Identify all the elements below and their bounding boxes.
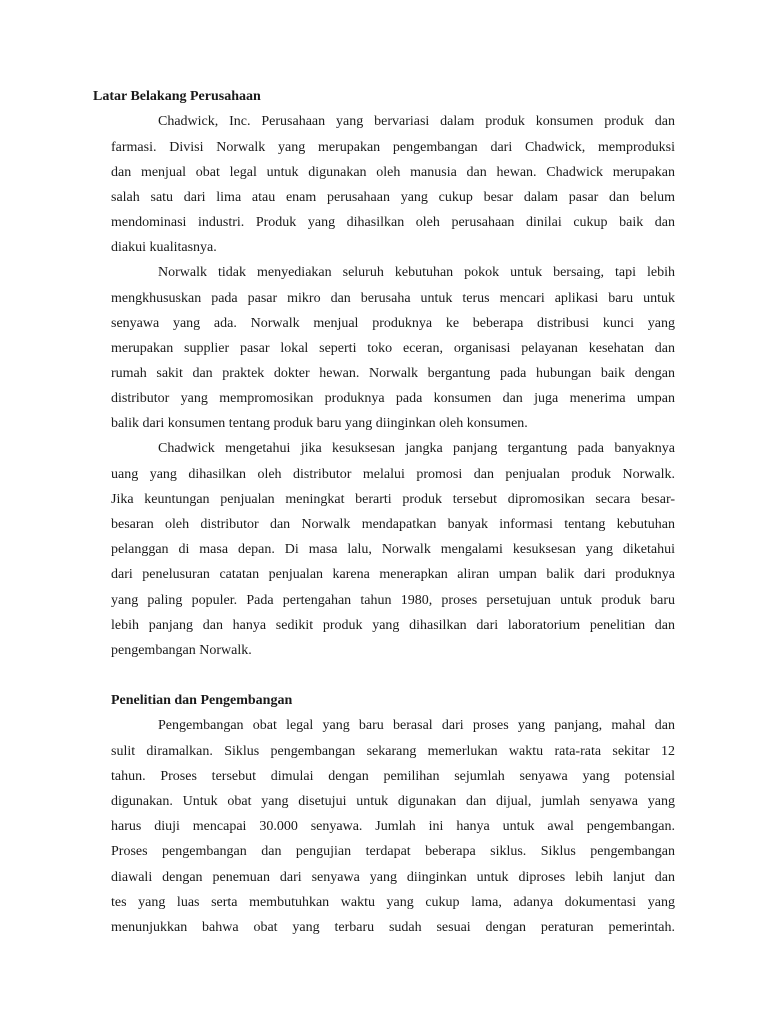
text-line: uang yang dihasilkan oleh distributor melalui promosi dan penjualan produk Norwalk. [111, 467, 675, 482]
text-line: pengembangan Norwalk. [111, 643, 252, 658]
text-line: digunakan. Untuk obat yang disetujui untuk digunakan dan dijual, jumlah senyawa yang [111, 794, 675, 809]
text-line: distributor yang mempromosikan produknya pada konsumen dan juga menerima umpan [111, 391, 675, 406]
text-line: Norwalk tidak menyediakan seluruh kebutuhan pokok untuk bersaing, tapi lebih [158, 265, 675, 280]
text-line: mengkhususkan pada pasar mikro dan berusaha untuk terus mencari aplikasi baru untuk [111, 291, 675, 306]
text-line: tes yang luas serta membutuhkan waktu yang cukup lama, adanya dokumentasi yang [111, 895, 675, 910]
text-line: pelanggan di masa depan. Di masa lalu, Norwalk mengalami kesuksesan yang diketahui [111, 542, 675, 557]
text-line: balik dari konsumen tentang produk baru yang diinginkan oleh konsumen. [111, 416, 528, 431]
text-line: merupakan supplier pasar lokal seperti toko eceran, organisasi pelayanan kesehatan dan [111, 341, 675, 356]
text-line: Pengembangan obat legal yang baru berasal dari proses yang panjang, mahal dan [158, 718, 675, 733]
text-line: Proses pengembangan dan pengujian terdapat beberapa siklus. Siklus pengembangan [111, 844, 675, 859]
text-line: rumah sakit dan praktek dokter hewan. Norwalk bergantung pada hubungan baik dengan [111, 366, 675, 381]
section-heading: Latar Belakang Perusahaan [93, 89, 261, 104]
text-line: farmasi. Divisi Norwalk yang merupakan pengembangan dari Chadwick, memproduksi [111, 140, 675, 155]
text-line: lebih panjang dan hanya sedikit produk yang dihasilkan dari laboratorium penelitian dan [111, 618, 675, 633]
section-heading: Penelitian dan Pengembangan [111, 693, 293, 708]
text-line: mendominasi industri. Produk yang dihasilkan oleh perusahaan dinilai cukup baik dan [111, 215, 675, 230]
text-line: dari penelusuran catatan penjualan karena menerapkan aliran umpan balik dari produknya [111, 567, 675, 582]
text-line: harus diuji mencapai 30.000 senyawa. Jumlah ini hanya untuk awal pengembangan. [111, 819, 675, 834]
text-line: yang paling populer. Pada pertengahan tahun 1980, proses persetujuan untuk produk baru [111, 593, 675, 608]
text-line: menunjukkan bahwa obat yang terbaru sudah sesuai dengan peraturan pemerintah. [111, 920, 675, 935]
text-line: diakui kualitasnya. [111, 240, 217, 255]
text-line: besaran oleh distributor dan Norwalk mendapatkan banyak informasi tentang kebutuhan [111, 517, 675, 532]
text-line: sulit diramalkan. Siklus pengembangan sekarang memerlukan waktu rata-rata sekitar 12 [111, 744, 675, 759]
text-line: Chadwick, Inc. Perusahaan yang bervariasi dalam produk konsumen produk dan [158, 114, 675, 129]
text-line: Jika keuntungan penjualan meningkat berarti produk tersebut dipromosikan secara besar- [111, 492, 675, 507]
text-line: salah satu dari lima atau enam perusahaan yang cukup besar dalam pasar dan belum [111, 190, 675, 205]
text-line: tahun. Proses tersebut dimulai dengan pemilihan sejumlah senyawa yang potensial [111, 769, 675, 784]
text-line: diawali dengan penemuan dari senyawa yang diinginkan untuk diproses lebih lanjut dan [111, 870, 675, 885]
text-line: dan menjual obat legal untuk digunakan oleh manusia dan hewan. Chadwick merupakan [111, 165, 675, 180]
text-line: senyawa yang ada. Norwalk menjual produknya ke beberapa distribusi kunci yang [111, 316, 675, 331]
text-line: Chadwick mengetahui jika kesuksesan jangka panjang tergantung pada banyaknya [158, 441, 675, 456]
